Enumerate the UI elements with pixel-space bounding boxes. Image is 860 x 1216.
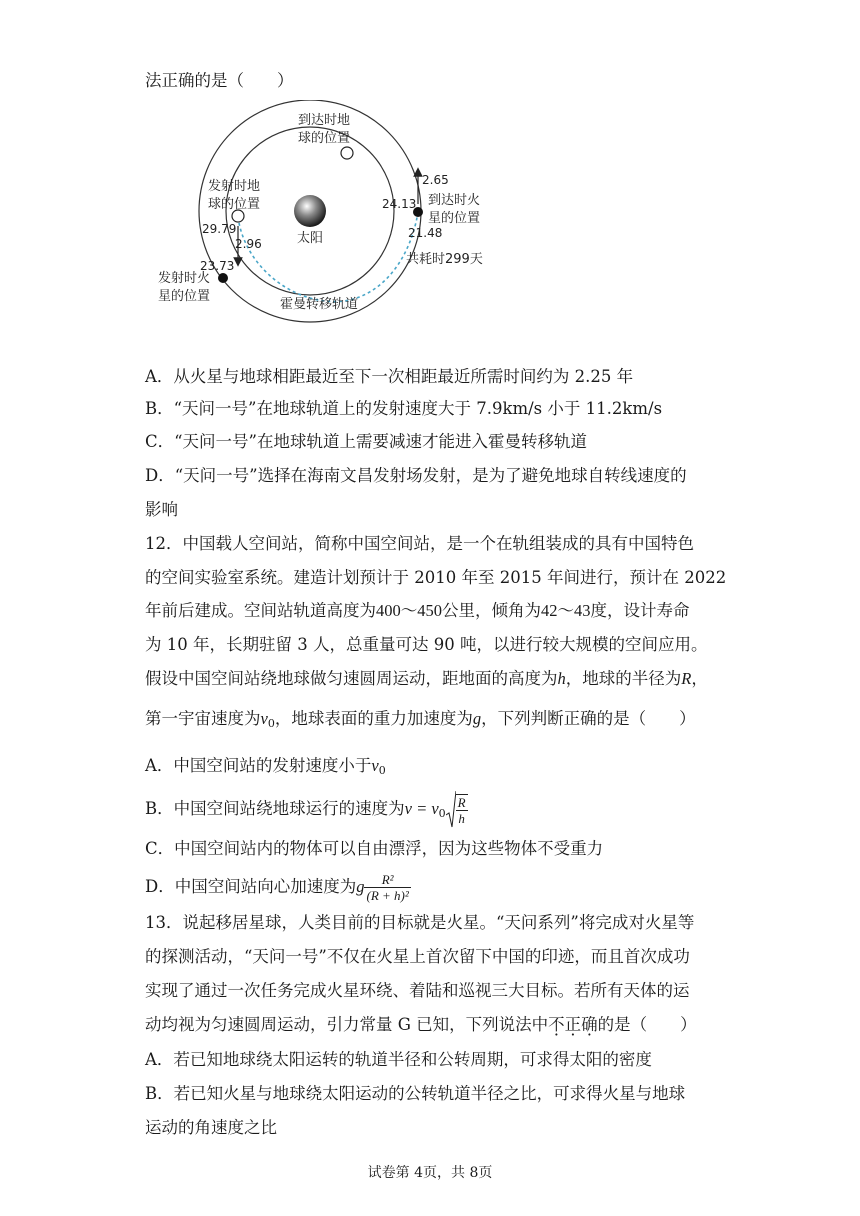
hohmann-transfer-diagram xyxy=(150,100,510,325)
q12-option-c: C．中国空间站内的物体可以自由漂浮，因为这些物体不受重力 xyxy=(145,839,604,858)
q12-line-1: 12．中国载人空间站，简称中国空间站，是一个在轨组装成的具有中国特色 xyxy=(145,534,694,553)
v-mars-orbit: 24.13 xyxy=(382,197,417,211)
q11-option-d: D．“天问一号”选择在海南文昌发射场发射，是为了避免地球自转线速度的 xyxy=(145,466,687,485)
q12-line-3: 年前后建成。空间站轨道高度为400～450公里，倾角为42～43度，设计寿命 xyxy=(145,601,690,620)
q13-option-a: A．若已知地球绕太阳运转的轨道半径和公转周期，可求得太阳的密度 xyxy=(145,1050,652,1069)
v-earth-orbit: 29.79 xyxy=(202,222,237,236)
q13-option-b: B．若已知火星与地球绕太阳运动的公转轨道半径之比，可求得火星与地球 xyxy=(145,1084,686,1103)
q12-line-4: 为 10 年，长期驻留 3 人，总重量可达 90 吨，以进行较大规模的空间应用。 xyxy=(145,635,708,654)
arrive-earth-label-1: 到达时地 xyxy=(298,113,351,128)
v-launch-mars: 23.73 xyxy=(200,259,235,273)
q13-line-2: 的探测活动，“天问一号”不仅在火星上首次留下中国的印迹，而且首次成功 xyxy=(145,947,690,966)
q11-option-a: A．从火星与地球相距最近至下一次相距最近所需时间约为 2.25 年 xyxy=(145,367,634,386)
sun xyxy=(294,195,326,227)
launch-earth-label-2: 球的位置 xyxy=(208,197,261,212)
arrive-mars-label-1: 到达时火 xyxy=(428,193,481,208)
v-arrive: 21.48 xyxy=(408,226,443,240)
arrive-earth-label-2: 球的位置 xyxy=(298,131,351,146)
q12-line-6: 第一宇宙速度为$v_0$，地球表面的重力加速度为g，下列判断正确的是（ ） xyxy=(145,709,696,730)
earth-arrival-position xyxy=(341,147,353,159)
q13-line-1: 13．说起移居星球，人类目前的目标就是火星。“天问系列”将完成对火星等 xyxy=(145,913,695,932)
q13-option-b-cont: 运动的角速度之比 xyxy=(145,1118,277,1137)
launch-earth-label-1: 发射时地 xyxy=(208,179,261,194)
q13-line-3: 实现了通过一次任务完成火星环绕、着陆和巡视三大目标。若所有天体的运 xyxy=(145,981,690,1000)
transfer-orbit-label: 霍曼转移轨道 xyxy=(280,297,359,312)
v-boost: 2.96 xyxy=(235,237,262,251)
mars-launch-position xyxy=(218,273,228,283)
q12-option-d: D．中国空间站向心加速度为g $\frac{\text{R²}}{\text{(R + h)²}}$ xyxy=(145,872,409,903)
q12-line-2: 的空间实验室系统。建造计划预计于 2010 年至 2015 年间进行，预计在 2022 xyxy=(145,568,727,587)
launch-mars-label-1: 发射时火 xyxy=(158,271,211,286)
question-stem-tail: 法正确的是（ ） xyxy=(145,71,294,90)
duration-label: 共耗时299天 xyxy=(406,252,483,267)
q11-option-c: C．“天问一号”在地球轨道上需要减速才能进入霍曼转移轨道 xyxy=(145,432,587,451)
transfer-orbit xyxy=(238,212,418,302)
arrive-mars-label-2: 星的位置 xyxy=(428,211,481,226)
q12-option-a: A．中国空间站的发射速度小于$v_0$ xyxy=(145,756,386,777)
page-footer: 试卷第 4页，共 8页 xyxy=(367,1165,493,1181)
sun-label: 太阳 xyxy=(296,231,324,246)
launch-mars-label-2: 星的位置 xyxy=(158,289,211,304)
sqrt-formula: $\frac{R}{h}$ xyxy=(446,793,468,827)
v-arrive-delta: 2.65 xyxy=(422,173,449,187)
q11-option-d-cont: 影响 xyxy=(145,500,178,519)
q12-line-5: 假设中国空间站绕地球做匀速圆周运动，距地面的高度为h，地球的半径为R， xyxy=(145,669,708,688)
q11-option-b: B．“天问一号”在地球轨道上的发射速度大于 7.9km/s 小于 11.2km/s xyxy=(145,399,663,418)
q13-line-4: 动均视为匀速圆周运动，引力常量 G 已知，下列说法中不正确的是（ ） xyxy=(145,1015,697,1034)
q12-option-b: B．中国空间站绕地球运行的速度为$v = v_0$ $\frac{R}{h}$ xyxy=(145,792,468,831)
